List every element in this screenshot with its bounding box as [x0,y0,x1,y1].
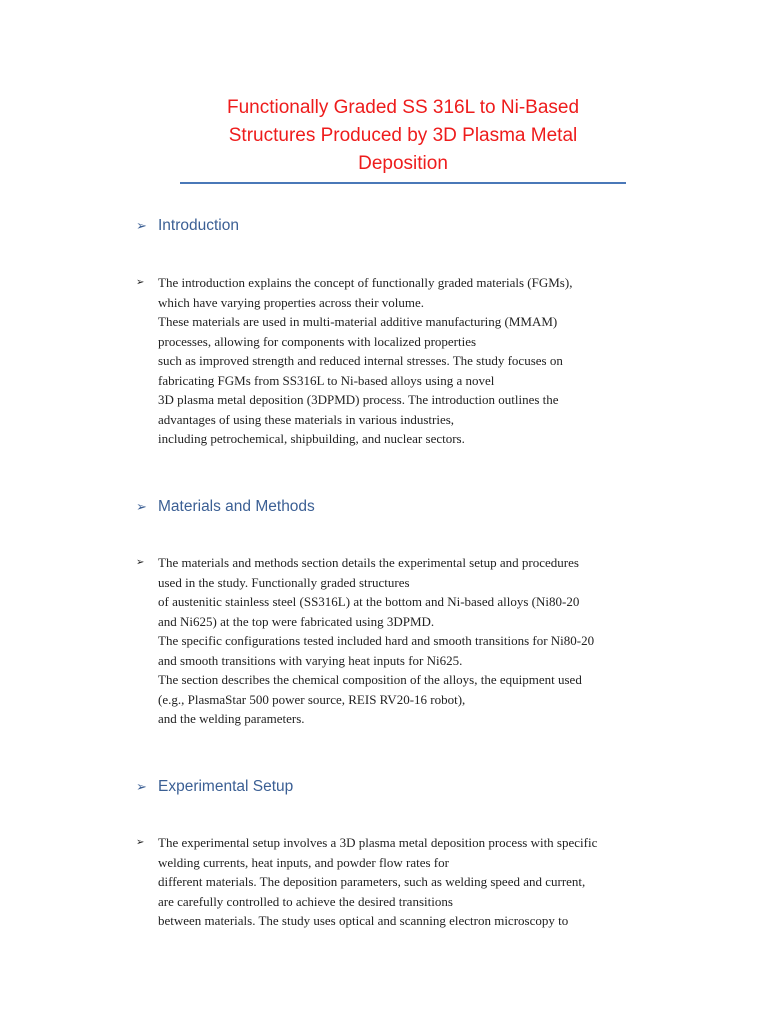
title-line: Functionally Graded SS 316L to Ni-Based [226,97,580,118]
paragraph-line: between materials. The study uses optical and scanning electron microscopy to [158,913,569,928]
arrow-bullet-icon: ➢ [136,837,145,848]
paragraph-line: including petrochemical, shipbuilding, and nuclear sectors. [158,431,465,446]
paragraph-line: are carefully controlled to achieve the desired transitions [158,893,453,909]
paragraph-line: 3D plasma metal deposition (3DPMD) process. The introduction outlines the [158,392,559,407]
paragraph-line: different materials. The deposition parameters, such as welding speed and current, [158,874,586,889]
arrow-bullet-icon: ➢ [136,557,145,568]
paragraph-line: processes, allowing for components with localized properties [158,333,477,349]
paragraph-line: (e.g., PlasmaStar 500 power source, REIS RV20-16 robot), [158,691,466,707]
paragraph-line: and Ni625) at the top were fabricated using 3DPMD. [158,613,435,629]
paragraph-line: The materials and methods section details the experimental setup and procedures [158,555,579,570]
section-heading-introduction [136,216,239,236]
paragraph-line: welding currents, heat inputs, and powder flow rates for [158,854,449,870]
document-title [180,94,626,178]
section-heading-label: Experimental Setup [158,778,294,795]
arrow-bullet-icon: ➢ [136,779,147,794]
paragraph-line: The specific configurations tested included hard and smooth transitions for Ni80-20 [158,633,595,648]
section-heading-experimental-setup [136,777,293,797]
arrow-bullet-icon: ➢ [136,499,147,514]
paragraph-line: and smooth transitions with varying heat inputs for Ni625. [158,652,463,668]
title-underline [180,182,626,184]
paragraph-line: which have varying properties across their volume. [158,294,425,310]
section-heading-label: Materials and Methods [158,498,315,515]
title-line: Deposition [358,153,448,174]
title-line: Structures Produced by 3D Plasma Metal [228,125,578,146]
arrow-bullet-icon: ➢ [136,277,145,288]
paragraph-line: The experimental setup involves a 3D plasma metal deposition process with specific [158,835,598,850]
paragraph-line: of austenitic stainless steel (SS316L) at the bottom and Ni-based alloys (Ni80-20 [158,594,580,609]
paragraph-line: The introduction explains the concept of functionally graded materials (FGMs), [158,275,573,290]
paragraph-line: The section describes the chemical composition of the alloys, the equipment used [158,672,582,687]
section-heading-label: Introduction [158,217,239,234]
paragraph-line: used in the study. Functionally graded structures [158,574,410,590]
paragraph-line: and the welding parameters. [158,711,305,726]
paragraph-line: fabricating FGMs from SS316L to Ni-based alloys using a novel [158,372,495,388]
paragraph-line: such as improved strength and reduced internal stresses. The study focuses on [158,353,563,368]
paragraph-line: advantages of using these materials in various industries, [158,411,455,427]
paragraph-line: These materials are used in multi-material additive manufacturing (MMAM) [158,314,558,329]
section-heading-materials-and-methods [136,497,315,517]
arrow-bullet-icon: ➢ [136,218,147,233]
